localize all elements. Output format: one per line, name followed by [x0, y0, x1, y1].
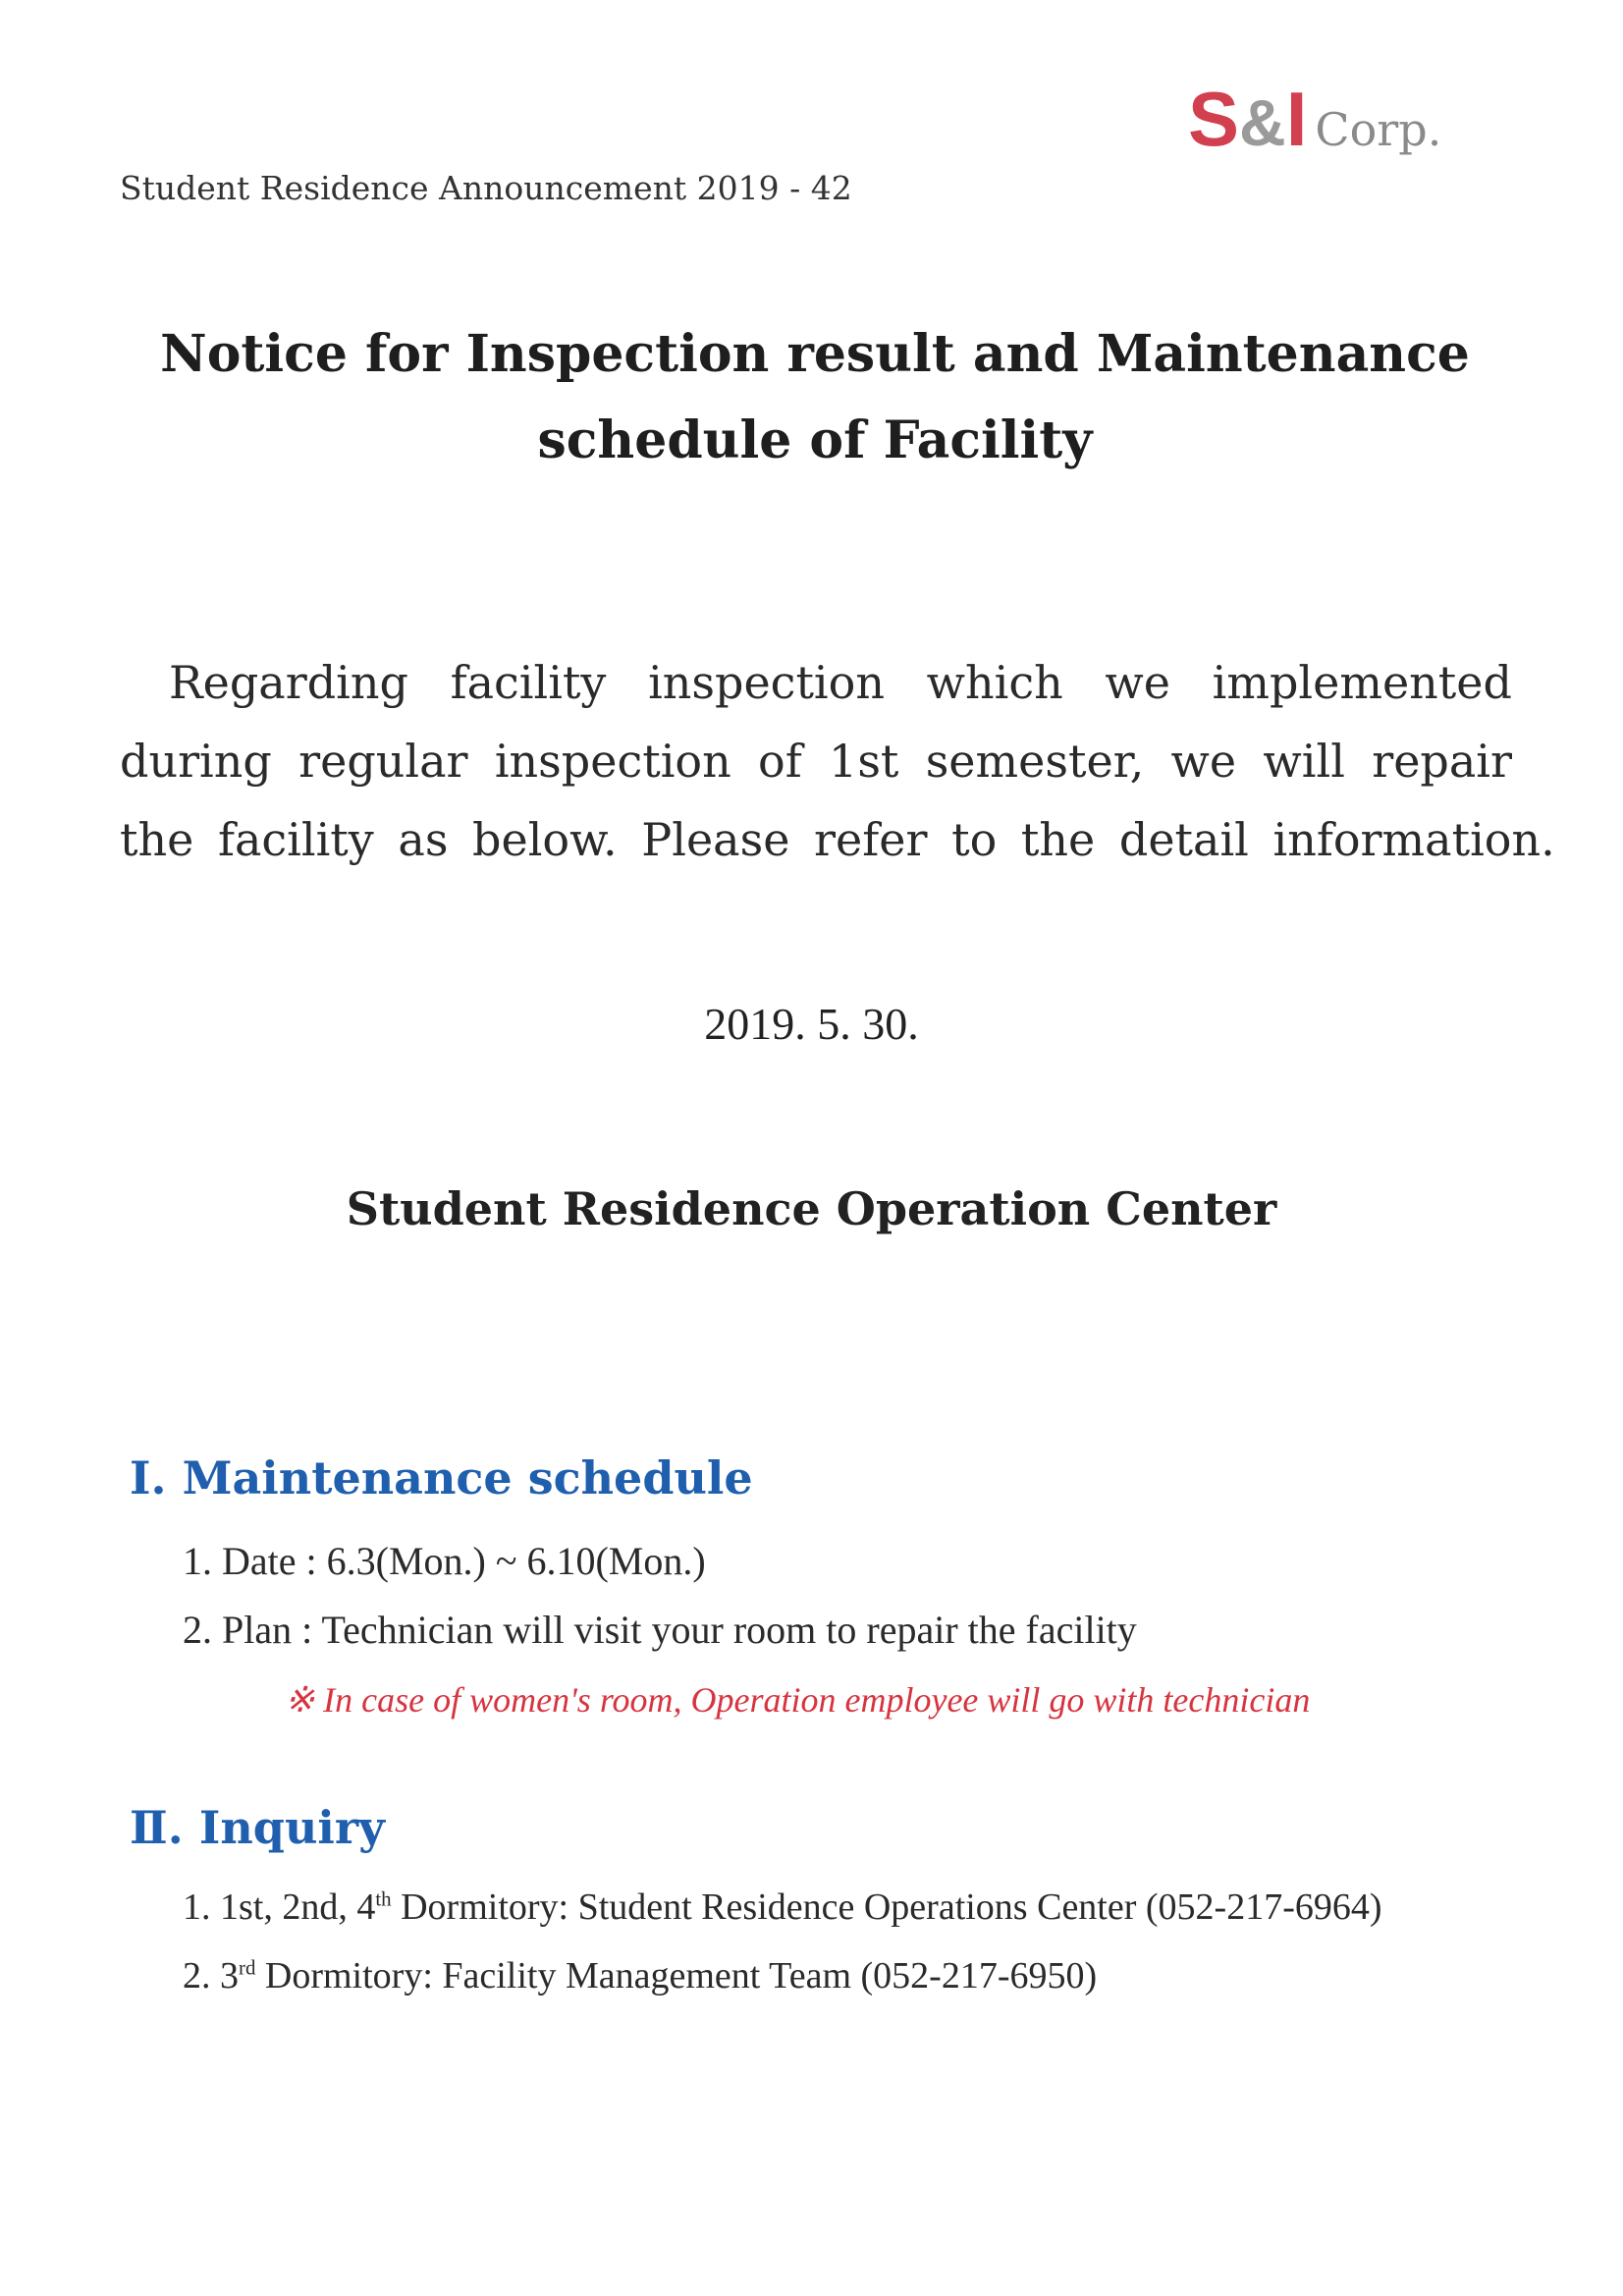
- body-word: we: [1105, 656, 1170, 709]
- maintenance-date-item: 1. Date : 6.3(Mon.) ~ 6.10(Mon.): [183, 1539, 706, 1583]
- logo-ampersand: &: [1239, 86, 1286, 159]
- page-title-line1: Notice for Inspection result and Maintenance: [160, 324, 1470, 384]
- inquiry-item-2-rest: Dormitory: Facility Management Team (052-217-6950): [255, 1955, 1098, 1996]
- body-word: will: [1263, 735, 1345, 788]
- section-title: Inquiry: [198, 1801, 385, 1854]
- body-word: which: [926, 656, 1063, 709]
- body-word: during: [120, 735, 272, 788]
- body-paragraph: [120, 656, 1555, 892]
- section-heading-inquiry: [130, 1801, 385, 1854]
- announcement-number: Student Residence Announcement 2019 - 42: [120, 169, 852, 207]
- maintenance-plan-item: 2. Plan : Technician will visit your room to repair the facility: [183, 1608, 1137, 1652]
- logo-i: I: [1285, 76, 1308, 162]
- ordinal-suffix: th: [375, 1886, 392, 1911]
- body-word: implemented: [1212, 656, 1512, 709]
- inquiry-item-1: [183, 1886, 1382, 1929]
- body-line-3: the facility as below. Please refer to the detail information.: [120, 813, 1555, 866]
- ordinal-suffix: rd: [239, 1955, 256, 1980]
- logo-corp: Corp.: [1315, 103, 1442, 156]
- body-word: regular: [298, 735, 468, 788]
- body-word: semester,: [925, 735, 1145, 788]
- body-word: 1st: [829, 735, 899, 788]
- body-line-1: [169, 656, 1512, 709]
- body-word: inspection: [648, 656, 885, 709]
- womens-room-note: ※ In case of women's room, Operation employee will go with technician: [285, 1680, 1311, 1720]
- inquiry-item-1-rest: Dormitory: Student Residence Operations Center (052-217-6964): [391, 1886, 1382, 1928]
- notice-date: 2019. 5. 30.: [704, 999, 919, 1049]
- body-word: repair: [1372, 735, 1512, 788]
- body-word: we: [1170, 735, 1237, 788]
- inquiry-item-1-start: 1. 1st, 2nd, 4: [183, 1886, 376, 1928]
- section-title: Maintenance schedule: [182, 1451, 753, 1504]
- body-word: Regarding: [169, 656, 408, 709]
- body-word: of: [758, 735, 802, 788]
- company-logo: [1188, 76, 1442, 162]
- logo-s: S: [1188, 76, 1240, 162]
- inquiry-item-2: [183, 1954, 1097, 1997]
- page-title-line2: schedule of Facility: [537, 410, 1093, 470]
- body-line-2: [120, 735, 1512, 788]
- inquiry-item-2-start: 2. 3: [183, 1955, 239, 1996]
- section-numeral: Ⅰ.: [130, 1451, 167, 1504]
- section-numeral: Ⅱ.: [130, 1801, 184, 1854]
- section-heading-maintenance: [130, 1451, 753, 1504]
- issuer-name: Student Residence Operation Center: [346, 1182, 1277, 1235]
- body-word: facility: [450, 656, 607, 709]
- body-word: inspection: [494, 735, 731, 788]
